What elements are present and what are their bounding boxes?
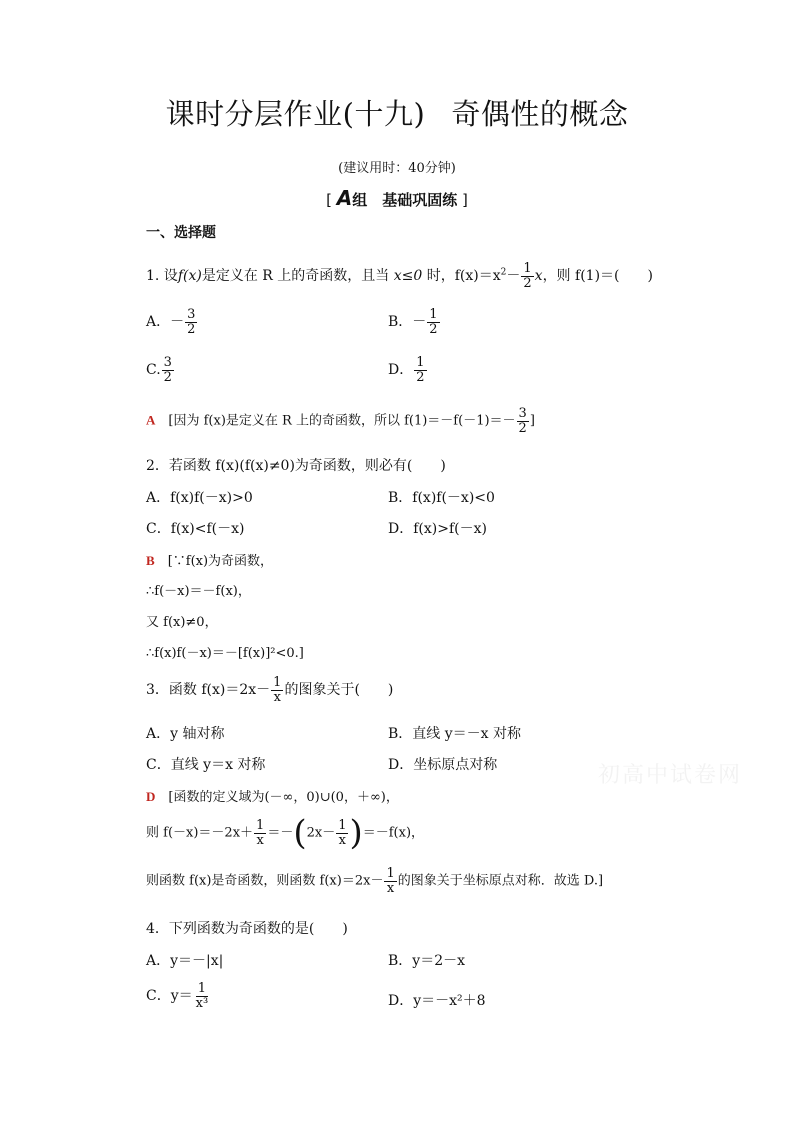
q1-option-c: C. $\frac{3}{2}$ (146, 355, 172, 385)
q2-option-c: C．f(x)<f(－x) (146, 521, 245, 537)
q4-option-b: B．y＝2－x (388, 953, 465, 969)
q3-explanation-2: 则 f(－x)＝－2x＋ $\frac{1}{x}$ ＝－(2x－ $\frac{1}{x}$ )＝－f(x)， (146, 813, 425, 853)
question-4-stem: 4．下列函数为奇函数的是( ) (146, 921, 348, 937)
page-title (0, 92, 794, 133)
group-heading (0, 186, 794, 210)
q4-option-a: A．y＝－|x| (146, 953, 224, 969)
q2-explanation-1: B [∵f(x)为奇函数， (146, 553, 274, 569)
group-bracket-left: [ (326, 191, 332, 209)
q4-option-c: C．y＝ $\frac{1}{\text{x³}}$ (146, 981, 209, 1011)
q3-option-d: D．坐标原点对称 (388, 757, 498, 773)
q1-option-b: B．－ $\frac{1}{2}$ (388, 307, 438, 337)
q3-explanation-1: D [函数的定义域为(－∞，0)∪(0，＋∞)， (146, 789, 399, 805)
q1-explanation: A [因为 f(x)是定义在 R 上的奇函数，所以 f(1)＝－f(－1)＝－ $\frac{3}{2}$ ] (146, 406, 535, 436)
watermark: 初高中试卷网 (598, 763, 743, 788)
group-bracket-right: ] (462, 191, 468, 209)
q4-option-d: D．y＝－x²＋8 (388, 993, 486, 1009)
q2-option-b: B．f(x)f(－x)<0 (388, 490, 495, 506)
q2-option-a: A．f(x)f(－x)>0 (146, 490, 253, 506)
q1-option-d: D． $\frac{1}{2}$ (388, 355, 425, 385)
title-sub: 奇偶性的概念 (451, 97, 629, 131)
question-2-stem: 2．若函数 f(x)(f(x)≠0)为奇函数，则必有( ) (146, 458, 446, 474)
q2-answer: B (146, 553, 155, 568)
question-3-stem: 3．函数 f(x)＝2x－ $\frac{1}{x}$ 的图象关于( ) (146, 675, 394, 705)
q3-explanation-3: 则函数 f(x)是奇函数，则函数 f(x)＝2x－ $\frac{1}{x}$ 的图象关于坐标原点对称．故选 D.] (146, 866, 604, 896)
q2-explanation-2: ∴f(－x)＝－f(x)， (146, 584, 251, 599)
time-hint: (建议用时：40分钟) (338, 161, 456, 176)
q1-answer: A (146, 412, 156, 428)
group-label: 组 基础巩固练 (352, 191, 458, 209)
q3-option-c: C．直线 y＝x 对称 (146, 757, 266, 773)
q2-option-d: D．f(x)>f(－x) (388, 521, 487, 537)
q2-explanation-4: ∴f(x)f(－x)＝－[f(x)]²<0.] (146, 646, 304, 661)
q3-answer: D (146, 789, 156, 804)
q2-explanation-3: 又 f(x)≠0， (146, 615, 218, 630)
q1-option-a: A．－ $\frac{3}{2}$ (146, 307, 196, 337)
q3-option-a: A．y 轴对称 (146, 726, 225, 742)
section-heading: 一、选择题 (146, 225, 216, 241)
group-letter: A (336, 186, 353, 210)
q1-fraction: $\frac{1}{2}$ (523, 261, 532, 291)
title-main: 课时分层作业(十九) (165, 97, 426, 131)
question-1-stem: 1. 设f(x)是定义在 R 上的奇函数，且当 x≤0 时，$f(x)=x^2-$ $\frac{1}{2}$ x，则 f(1)＝( ) (146, 261, 653, 291)
q3-option-b: B．直线 y＝－x 对称 (388, 726, 521, 742)
